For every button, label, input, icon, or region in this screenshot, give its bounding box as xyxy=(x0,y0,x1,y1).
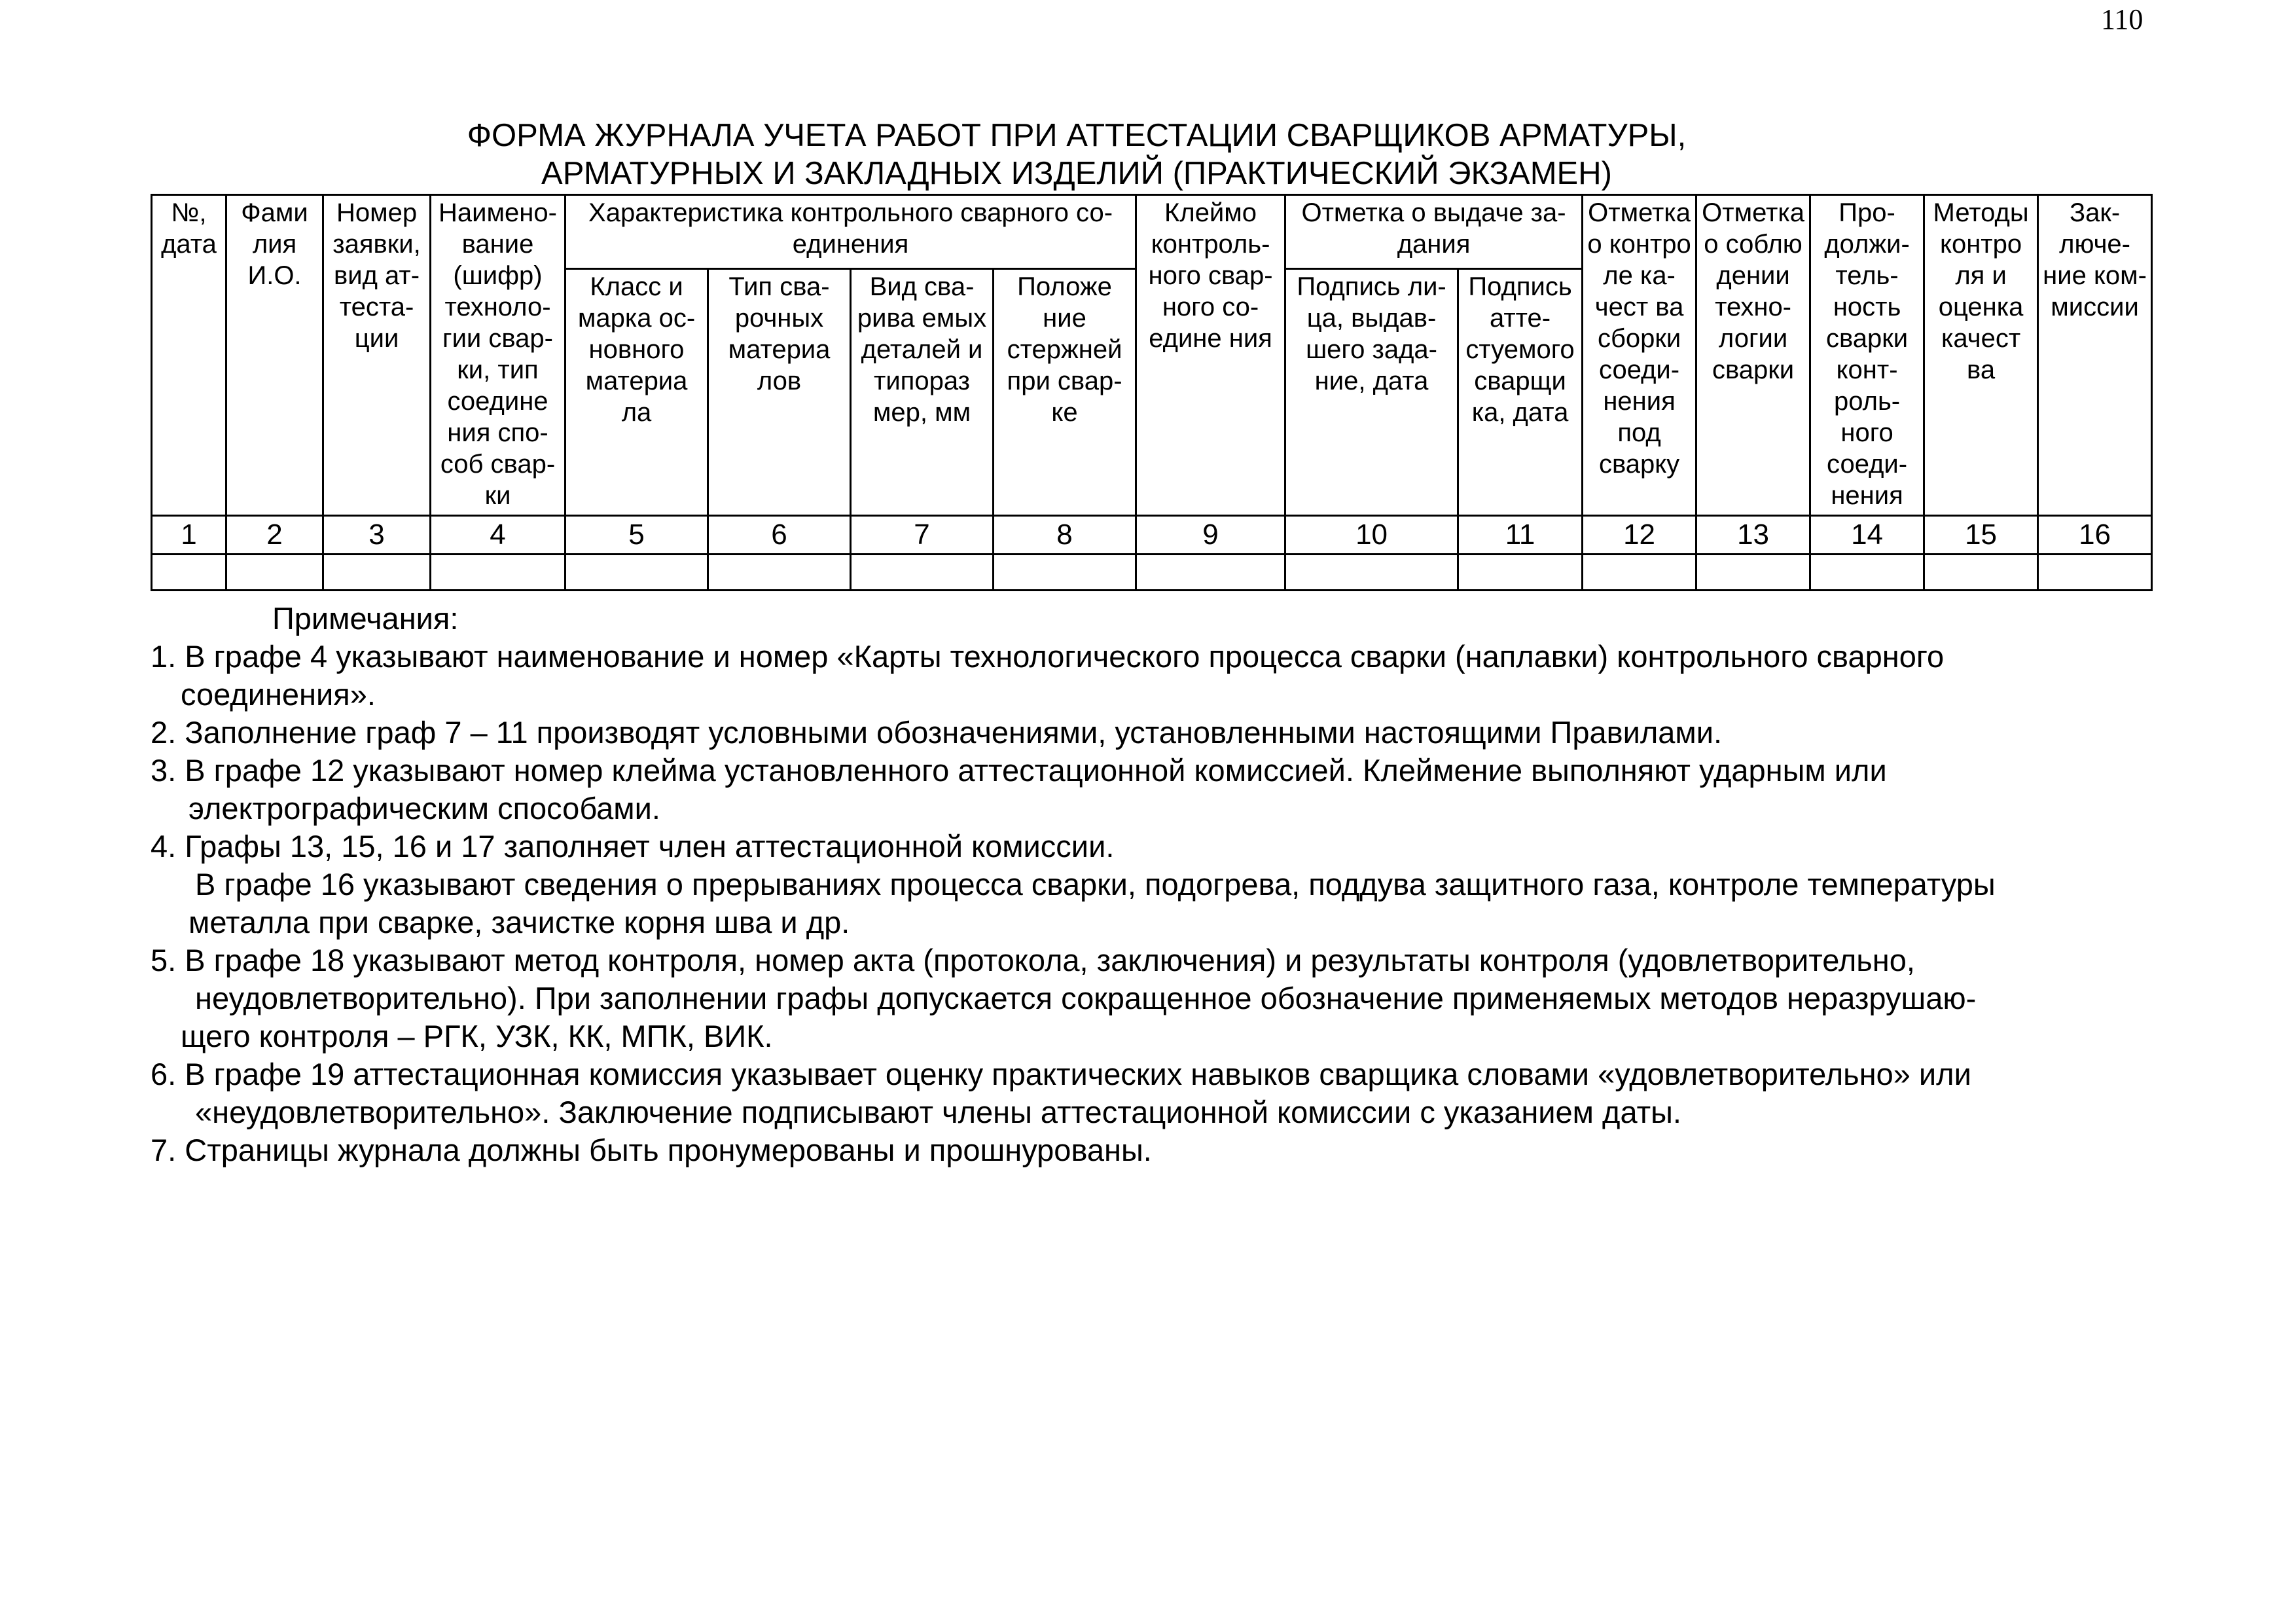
header-base-material: Класс и марка ос-новного материа ла xyxy=(565,269,708,516)
header-row-1 xyxy=(152,195,2152,269)
note-1-line-2: соединения». xyxy=(181,677,376,712)
note-5-line-2: неудовлетворительно). При заполнении графы допускается сокращенное обозначение применяемых методов неразрушаю- xyxy=(195,981,1977,1015)
note-3-line-1: 3. В графе 12 указывают номер клейма установленного аттестационной комиссией. Клеймение выполняют ударным или xyxy=(151,753,1887,788)
note-4-line-3: металла при сварке, зачистке корня шва и др. xyxy=(188,905,850,939)
header-conclusion: Зак-люче-ние ком-миссии xyxy=(2038,195,2152,516)
column-number: 9 xyxy=(1136,516,1285,555)
column-number: 5 xyxy=(565,516,708,555)
table-cell xyxy=(994,555,1136,591)
note-3-line-2: электрографическим способами. xyxy=(188,791,660,826)
note-4-line-2: В графе 16 указывают сведения о прерываниях процесса сварки, подогрева, поддува защитного газа, контроле температуры xyxy=(195,867,1996,902)
title-line-1: ФОРМА ЖУРНАЛА УЧЕТА РАБОТ ПРИ АТТЕСТАЦИИ СВАРЩИКОВ АРМАТУРЫ, xyxy=(467,118,1687,153)
header-group-task-issue: Отметка о выдаче за-дания xyxy=(1285,195,1583,269)
header-technology: Наимено-вание (шифр) техноло-гии свар-ки, тип соедине ния спо-соб свар-ки xyxy=(431,195,565,516)
column-number: 7 xyxy=(851,516,994,555)
note-5-line-3: щего контроля – РГК, УЗК, КК, МПК, ВИК. xyxy=(181,1019,773,1053)
notes-section xyxy=(151,600,2153,1169)
column-number: 2 xyxy=(226,516,323,555)
table-cell xyxy=(1136,555,1285,591)
table-cell xyxy=(1458,555,1583,591)
header-welding-materials: Тип сва-рочных материа лов xyxy=(708,269,851,516)
table-cell xyxy=(2038,555,2152,591)
header-group-characteristics: Характеристика контрольного сварного со-единения xyxy=(565,195,1136,269)
column-number: 15 xyxy=(1924,516,2038,555)
column-number: 13 xyxy=(1696,516,1810,555)
header-application: Номер заявки, вид ат-теста-ции xyxy=(323,195,431,516)
column-number: 4 xyxy=(431,516,565,555)
column-number: 6 xyxy=(708,516,851,555)
note-6-line-1: 6. В графе 19 аттестационная комиссия указывает оценку практических навыков сварщика словами «удовлетворительно» или xyxy=(151,1057,1971,1091)
header-welded-parts: Вид сва-рива емых деталей и типораз мер, мм xyxy=(851,269,994,516)
header-welder-signature: Подпись атте-стуемого сварщи ка, дата xyxy=(1458,269,1583,516)
column-number: 8 xyxy=(994,516,1136,555)
table-cell xyxy=(1583,555,1696,591)
header-stamp: Клеймо контроль-ного свар-ного со-едине ния xyxy=(1136,195,1285,516)
header-control-methods: Методы контро ля и оценка качест ва xyxy=(1924,195,2038,516)
column-number: 16 xyxy=(2038,516,2152,555)
title-line-2: АРМАТУРНЫХ И ЗАКЛАДНЫХ ИЗДЕЛИЙ (ПРАКТИЧЕСКИЙ ЭКЗАМЕН) xyxy=(541,156,1612,191)
table-cell xyxy=(1810,555,1924,591)
note-5-line-1: 5. В графе 18 указывают метод контроля, номер акта (протокола, заключения) и результаты контроля (удовлетворительно, xyxy=(151,943,1915,977)
note-6-line-2: «неудовлетворительно». Заключение подписывают члены аттестационной комиссии с указанием даты. xyxy=(195,1095,1681,1129)
table-cell xyxy=(1285,555,1458,591)
column-number: 12 xyxy=(1583,516,1696,555)
header-technology-compliance: Отметка о соблю дении техно-логии сварки xyxy=(1696,195,1810,516)
header-duration: Про-должи-тель-ность сварки конт-роль-ного соеди-нения xyxy=(1810,195,1924,516)
column-number: 10 xyxy=(1285,516,1458,555)
note-2: 2. Заполнение граф 7 – 11 производят условными обозначениями, установленными настоящими Правилами. xyxy=(151,715,1723,750)
table-cell xyxy=(323,555,431,591)
table-cell xyxy=(708,555,851,591)
column-number-row xyxy=(152,516,2152,555)
table-cell xyxy=(431,555,565,591)
document-title xyxy=(151,117,2003,192)
notes-heading: Примечания: xyxy=(272,601,459,636)
column-number: 3 xyxy=(323,516,431,555)
page-number: 110 xyxy=(2101,3,2144,35)
note-1-line-1: 1. В графе 4 указывают наименование и номер «Карты технологического процесса сварки (наплавки) контрольного сварного xyxy=(151,639,1945,674)
table-cell xyxy=(152,555,226,591)
header-name: Фами лия И.О. xyxy=(226,195,323,516)
journal-table xyxy=(151,194,2153,591)
column-number: 14 xyxy=(1810,516,1924,555)
note-7: 7. Страницы журнала должны быть пронумерованы и прошнурованы. xyxy=(151,1133,1152,1167)
column-number: 1 xyxy=(152,516,226,555)
column-number: 11 xyxy=(1458,516,1583,555)
header-assembly-control: Отметка о контро ле ка-чест ва сборки соеди-нения под сварку xyxy=(1583,195,1696,516)
header-number-date: №, дата xyxy=(152,195,226,516)
empty-entry-row xyxy=(152,555,2152,591)
header-issuer-signature: Подпись ли-ца, выдав-шего зада-ние, дата xyxy=(1285,269,1458,516)
table-cell xyxy=(851,555,994,591)
table-cell xyxy=(1696,555,1810,591)
header-bar-position: Положе ние стержней при свар-ке xyxy=(994,269,1136,516)
table-cell xyxy=(565,555,708,591)
note-4-line-1: 4. Графы 13, 15, 16 и 17 заполняет член аттестационной комиссии. xyxy=(151,829,1115,864)
table-cell xyxy=(1924,555,2038,591)
table-cell xyxy=(226,555,323,591)
